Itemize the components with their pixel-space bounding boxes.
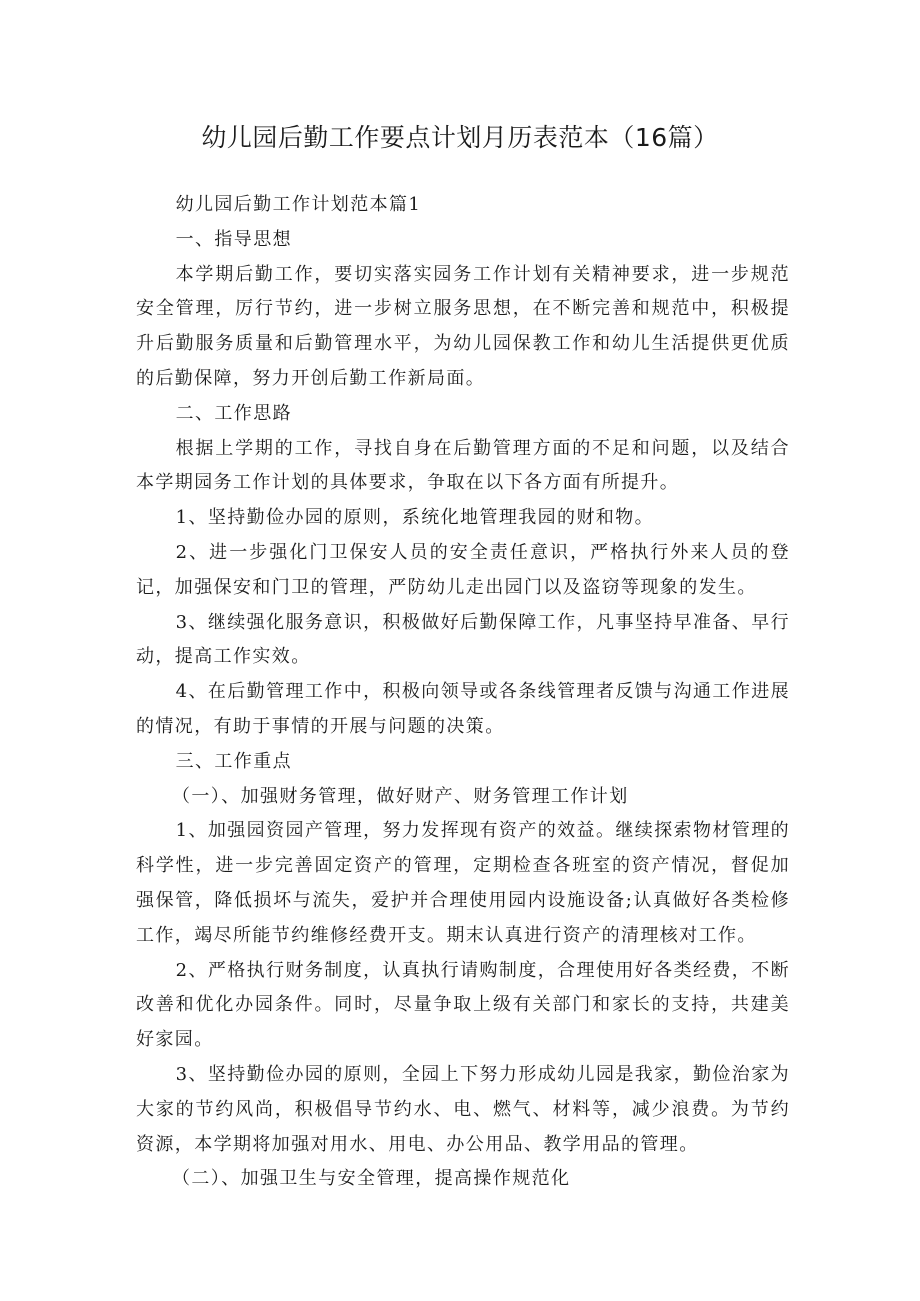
paragraph: 根据上学期的工作，寻找自身在后勤管理方面的不足和问题，以及结合本学期园务工作计划的具体要求，争取在以下各方面有所提升。 <box>136 437 790 494</box>
subheading-finance: （一）、加强财务管理，做好财产、财务管理工作计划 <box>172 785 629 807</box>
list-item: 3、坚持勤俭办园的原则，全园上下努力形成幼儿园是我家，勤俭治家为大家的节约风尚，积极倡导节约水、电、燃气、材料等，减少浪费。为节约资源，本学期将加强对用水、用电、办公用品、教学用品的管理。 <box>136 1063 790 1155</box>
list-item: 1、坚持勤俭办园的原则，系统化地管理我园的财和物。 <box>175 507 655 529</box>
section-title: 幼儿园后勤工作计划范本篇1 <box>175 194 422 215</box>
list-item: 1、加强园资园产管理，努力发挥现有资产的效益。继续探索物材管理的科学性，进一步完善固定资产的管理，定期检查各班室的资产情况，督促加强保管，降低损坏与流失，爱护并合理使用园内设施设备;认真做好各类检修工作，竭尽所能节约维修经费开支。期末认真进行资产的清理核对工作。 <box>136 820 790 946</box>
heading-guiding-thought: 一、指导思想 <box>175 228 292 250</box>
subheading-safety: （二）、加强卫生与安全管理，提高操作规范化 <box>172 1168 571 1190</box>
list-item: 2、进一步强化门卫保安人员的安全责任意识，严格执行外来人员的登记，加强保安和门卫的管理，严防幼儿走出园门以及盗窃等现象的发生。 <box>136 541 790 598</box>
page-title: 幼儿园后勤工作要点计划月历表范本（16篇） <box>201 123 719 152</box>
document-body <box>136 188 790 1197</box>
list-item: 4、在后勤管理工作中，积极向领导或各条线管理者反馈与沟通工作进展的情况，有助于事情的开展与问题的决策。 <box>136 681 790 737</box>
list-item: 3、继续强化服务意识，积极做好后勤保障工作，凡事坚持早准备、早行动，提高工作实效。 <box>136 611 790 668</box>
heading-work-approach: 二、工作思路 <box>175 402 292 424</box>
list-item: 2、严格执行财务制度，认真执行请购制度，合理使用好各类经费，不断改善和优化办园条件。同时，尽量争取上级有关部门和家长的支持，共建美好家园。 <box>136 959 790 1051</box>
paragraph: 本学期后勤工作，要切实落实园务工作计划有关精神要求，进一步规范安全管理，厉行节约，进一步树立服务思想，在不断完善和规范中，积极提升后勤服务质量和后勤管理水平，为幼儿园保教工作和幼儿生活提供更优质的后勤保障，努力开创后勤工作新局面。 <box>136 263 790 389</box>
heading-work-focus: 三、工作重点 <box>175 750 292 772</box>
